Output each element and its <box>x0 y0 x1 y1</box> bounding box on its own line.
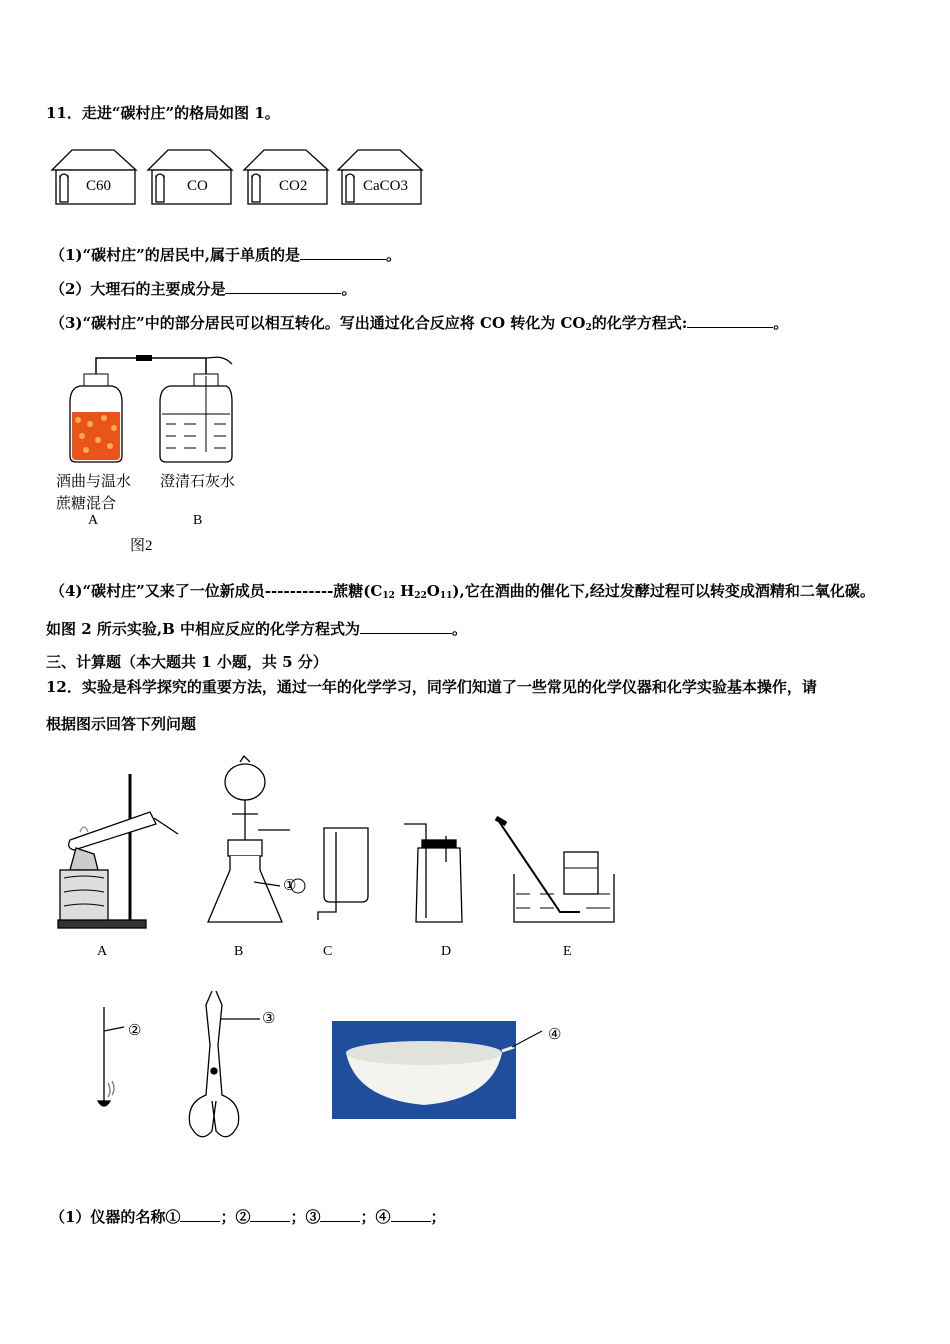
house-3 <box>244 150 328 204</box>
house-1 <box>52 150 136 204</box>
q12-part1: （1）仪器的名称① ；② ；③ ；④ ； <box>50 1208 446 1226</box>
bottle-a-label-line2: 蔗糖混合 <box>56 494 117 512</box>
answer-blank-3[interactable] <box>320 1207 360 1222</box>
bottle-a-label-line1: 酒曲与温水 <box>56 472 132 490</box>
answer-blank[interactable] <box>300 245 386 260</box>
mark-2: ② <box>128 1023 142 1039</box>
apparatus-letter-b: B <box>234 944 244 959</box>
q11-part4-equation: 如图 2 所示实验,B 中相应反应的化学方程式为 。 <box>46 620 468 638</box>
evaporating-dish <box>332 1021 542 1119</box>
apparatus-letter-d: D <box>441 944 452 959</box>
apparatus-b <box>208 756 290 922</box>
apparatus-d <box>404 824 462 922</box>
combustion-spoon <box>98 1007 124 1106</box>
apparatus-letter-c: C <box>323 944 333 959</box>
figure-2-apparatus <box>56 352 256 472</box>
bottle-b-letter: B <box>193 513 203 528</box>
mark-4: ④ <box>548 1027 562 1043</box>
instruments-row <box>90 985 530 1150</box>
q12-line1: 12．实验是科学探究的重要方法，通过一年的化学学习，同学们知道了一些常见的化学仪器和化学实验基本操作，请 <box>46 678 817 696</box>
bottle-b-label: 澄清石灰水 <box>160 472 236 490</box>
house-label-co2: CO2 <box>279 178 308 194</box>
answer-blank-2[interactable] <box>250 1207 290 1222</box>
house-label-co: CO <box>187 178 208 194</box>
apparatus-letter-e: E <box>563 944 572 959</box>
answer-blank-1[interactable] <box>180 1207 220 1222</box>
q11-part2: （2）大理石的主要成分是 。 <box>50 280 357 298</box>
mark-3: ③ <box>262 1011 276 1027</box>
answer-blank[interactable] <box>225 279 341 294</box>
bottle-a-letter: A <box>88 513 99 528</box>
house-label-caco3: CaCO3 <box>363 178 408 194</box>
q11-part1: （1)“碳村庄”的居民中,属于单质的是 。 <box>50 246 402 264</box>
mark-1: ① <box>283 878 297 894</box>
house-4 <box>338 150 422 204</box>
answer-blank[interactable] <box>687 313 773 328</box>
apparatus-a <box>58 774 178 928</box>
apparatus-letter-a: A <box>97 944 108 959</box>
answer-blank-4[interactable] <box>391 1207 431 1222</box>
apparatus-c <box>318 828 368 920</box>
q11-part4: （4)“碳村庄”又来了一位新成员-----------蔗糖($C_{12}$ $H_{22}O_{11}$),它在酒曲的催化下,经过发酵过程可以转变成酒精和二氧化碳。 <box>50 582 875 601</box>
apparatus-row <box>50 752 630 937</box>
figure-2-caption: 图2 <box>130 538 153 554</box>
section-3-heading: 三、计算题（本大题共 1 小题，共 5 分） <box>46 653 328 671</box>
q11-title: 11．走进“碳村庄”的格局如图 1。 <box>46 104 280 122</box>
house-2 <box>148 150 232 204</box>
answer-blank[interactable] <box>360 619 452 634</box>
apparatus-e <box>496 818 614 922</box>
q11-part3: （3)“碳村庄”中的部分居民可以相互转化。写出通过化合反应将 CO 转化为 $CO_2$的化学方程式: 。 <box>50 314 789 333</box>
house-label-c60: C60 <box>86 178 112 194</box>
q12-line2: 根据图示回答下列问题 <box>46 715 197 733</box>
crucible-tongs <box>189 991 260 1137</box>
